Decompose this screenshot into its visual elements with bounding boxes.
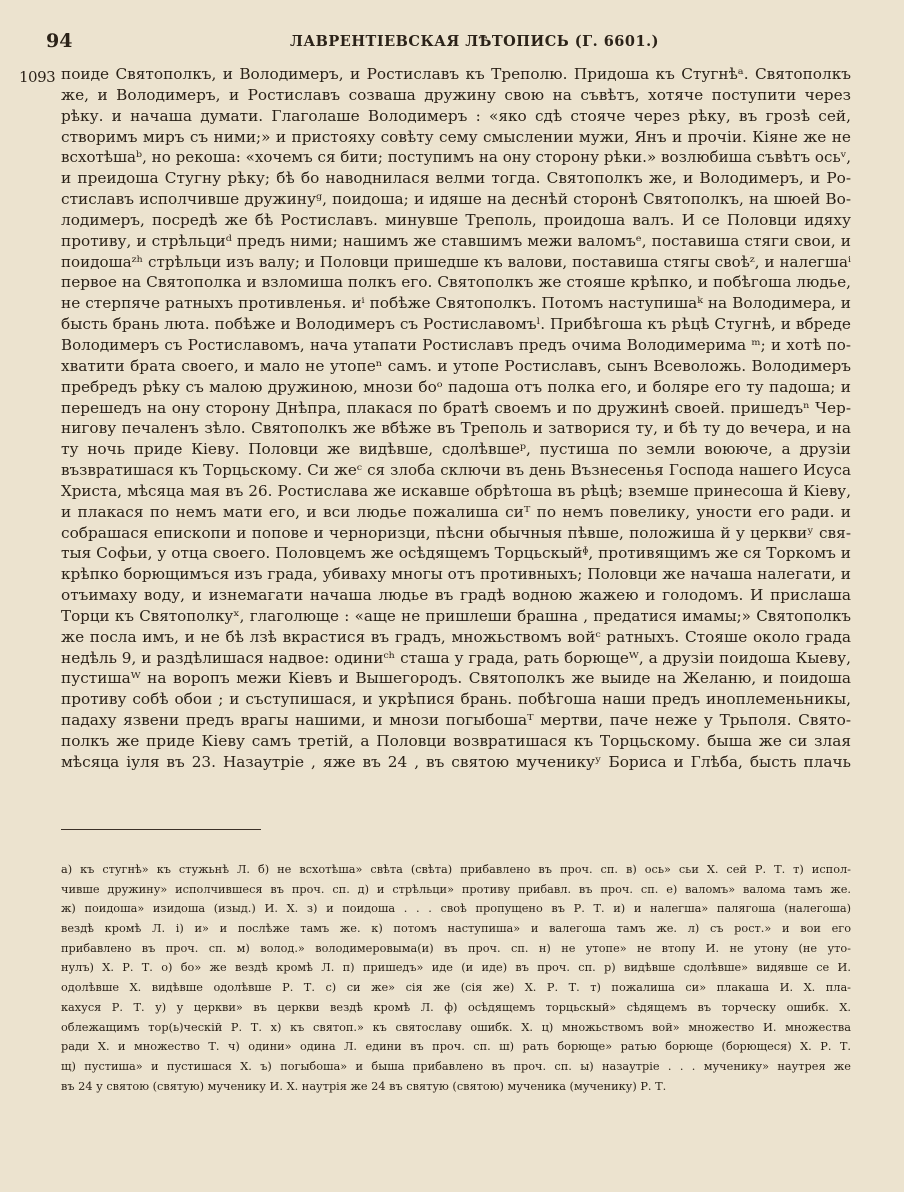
text-line: поидошаᶻʰ стрѣльци изъ валу; и Половци пришедше къ валови, поставиша стягы своѣᶻ, и налегшаⁱ bbox=[61, 252, 851, 271]
page-number: 94 bbox=[46, 30, 73, 52]
text-line: нигову печаленъ зѣло. Святополкъ же вбѣже въ Треполь и затворися ту, и бѣ ту до вечера, и на bbox=[61, 419, 851, 438]
text-line: пустишаᵂ на воропъ межи Кіевъ и Вышегородъ. Святополкъ же выиде на Желаню, и поидоша bbox=[61, 669, 851, 688]
footnote-line: прибавлено въ проч. сп. м) волод.» володимеровыма(и) въ проч. сп. н) не утопе» не втопу И. не утону (не уто- bbox=[61, 941, 851, 955]
text-line: же посла имъ, и не бѣ лзѣ вкрастися въ градъ, множьствомъ войᶜ ратныхъ. Стояше около града bbox=[61, 627, 851, 646]
text-line: и плакася по немъ мати его, и вси людье пожалиша сиᵀ по немъ повелику, уности его ради. и bbox=[61, 502, 851, 521]
text-line: пребредъ рѣку съ малою дружиною, мнози боᵒ падоша отъ полка его, и боляре его ту падоша; и bbox=[61, 377, 851, 396]
footnote-line: въ 24 у святою (святую) мученику И. Х. наутрія же 24 въ святую (святою) мученика (мученику) Р. Т. bbox=[61, 1079, 667, 1093]
text-line: полкъ же приде Кіеву самъ третій, а Половци возвратишася къ Торцьскому. быша же си злая bbox=[61, 732, 851, 750]
text-line: первое на Святополка и взломиша полкъ его. Святополкъ же стояше крѣпко, и побѣгоша людье, bbox=[61, 273, 851, 292]
text-line: Володимеръ съ Ростиславомъ, нача утапати Ростиславъ предъ очима Володимерима ᵐ; и хотѣ по- bbox=[61, 335, 851, 354]
text-line: лодимеръ, посредѣ же бѣ Ростиславъ. минувше Треполь, проидоша валъ. И се Половци идяху bbox=[61, 210, 851, 229]
text-line: рѣку. и начаша думати. Глаголаше Володимеръ : «яко сдѣ стояче через рѣку, въ грозѣ сей, bbox=[61, 106, 851, 125]
text-line: же, и Володимеръ, и Ростиславъ созваша дружину свою на съвѣтъ, хотяче поступити через bbox=[61, 85, 851, 104]
footnote-line: чивше дружину» исполчившеся въ проч. сп. д) и стрѣльци» противу прибавл. въ проч. сп. е) валомъ» валома тамъ же. bbox=[61, 882, 851, 896]
footnote-line: ради Х. и множество Т. ч) одини» одина Л. едини въ проч. сп. ш) рать борюще» ратью борюще (борющеся) Х. Р. Т. bbox=[61, 1040, 851, 1054]
text-line: отъимаху воду, и изнемагати начаша людье въ градѣ водною жажею и голодомъ. И прислаша bbox=[61, 586, 851, 605]
footnote-line: кахуся Р. Т. у) у церкви» въ церкви вездѣ кромѣ Л. ф) осѣдящемъ торцьскый» сѣдящемъ въ торческу ошибк. Х. bbox=[61, 1000, 851, 1014]
footnote-line: облежащимъ тор(ь)ческій Р. Т. х) къ святоп.» къ святославу ошибк. Х. ц) множьствомъ вой» множество И. множества bbox=[61, 1020, 851, 1034]
text-line: бысть брань люта. побѣже и Володимеръ съ Ростиславомъˡ. Прибѣгоша къ рѣцѣ Стугнѣ, и вбреде bbox=[61, 315, 851, 334]
text-line: поиде Святополкъ, и Володимеръ, и Ростиславъ къ Треполю. Придоша къ Стугнѣᵃ. Святополкъ bbox=[61, 65, 851, 83]
footnote-divider bbox=[61, 829, 261, 830]
footnotes bbox=[61, 860, 851, 1096]
footnote-line: вездѣ кромѣ Л. і) и» и послѣже тамъ же. к) потомъ наступиша» и валегоша тамъ же. л) съ рост.» и вои его bbox=[61, 922, 851, 936]
footnote-line: нулъ) Х. Р. Т. о) бо» же вездѣ кромѣ Л. п) пришедъ» иде (и иде) въ проч. сп. р) видѣвше сдолѣвше» видявше се И. bbox=[61, 961, 851, 975]
running-header: ЛАВРЕНТІЕВСКАЯ ЛѢТОПИСЬ (Г. 6601.) bbox=[290, 33, 659, 50]
text-line: створимъ миръ съ ними;» и пристояху совѣту сему смыслении мужи, Янъ и прочіи. Кіяне же не bbox=[61, 127, 851, 146]
text-line: крѣпко борющимъся изъ града, убиваху многы отъ противныхъ; Половци же начаша налегати, и bbox=[61, 565, 851, 584]
footnote-line: щ) пустиша» и пустишася Х. ъ) погыбоша» и быша прибавлено въ проч. сп. ы) назаутріе . . . мученику» наутрея же bbox=[61, 1059, 851, 1073]
text-line: всхотѣшаᵇ, но рекоша: «хочемъ ся бити; поступимъ на ону сторону рѣки.» возлюбиша съвѣтъ осьᵛ, bbox=[61, 148, 851, 167]
text-line: собрашася епископи и попове и черноризци, пѣсни обычныя пѣвше, положиша й у церквиʸ свя- bbox=[61, 523, 851, 542]
text-line: възвратишася къ Торцьскому. Си жеᶜ ся злоба сключи въ день Възнесенья Господа нашего Исуса bbox=[61, 461, 851, 480]
text-line: и преидоша Стугну рѣку; бѣ бо наводнилася велми тогда. Святополкъ же, и Володимеръ, и Ро- bbox=[61, 169, 851, 188]
text-line: хватити брата своего, и мало не утопеⁿ самъ. и утопе Ростиславъ, сынъ Всеволожь. Володимеръ bbox=[61, 356, 851, 375]
chronicle-text bbox=[61, 64, 851, 773]
text-line: стиславъ исполчивше дружинуᵍ, поидоша; и идяше на деснѣй сторонѣ Святополкъ, на шюей Во- bbox=[61, 190, 851, 209]
text-line: Христа, мѣсяца мая въ 26. Ростислава же искавше обрѣтоша въ рѣцѣ; вземше принесоша й Кіеву, bbox=[61, 481, 851, 500]
text-line: мѣсяца іуля въ 23. Назаутріе , яже въ 24 , въ святою мученикуʸ Бориса и Глѣба, бысть плачь bbox=[61, 752, 851, 771]
text-line: ту ночь приде Кіеву. Половци же видѣвше, сдолѣвшеᵖ, пустиша по земли воююче, а друзіи bbox=[61, 440, 851, 459]
footnote-line: а) къ стугнѣ» къ стужьнѣ Л. б) не всхотѣша» свѣта (свѣта) прибавлено въ проч. сп. в) ось» сьи Х. сей Р. Т. т) испол- bbox=[61, 863, 851, 876]
text-line: падаху язвени предъ врагы нашими, и мнози погыбошаᵀ мертви, паче неже у Трьполя. Свято- bbox=[61, 711, 851, 730]
text-line: не стерпяче ратныхъ противленья. иⁱ побѣже Святополкъ. Потомъ наступишаᵏ на Володимера, и bbox=[61, 294, 851, 313]
text-line: перешедъ на ону сторону Днѣпра, плакася по братѣ своемъ и по дружинѣ своей. пришедъⁿ Чер- bbox=[61, 398, 851, 417]
text-line: недѣль 9, и раздѣлишася надвое: одиниᶜʰ сташа у града, рать борющеᵂ, а друзіи поидоша Кыеву, bbox=[61, 648, 851, 667]
footnote-line: ж) поидоша» изидоша (изыд.) И. Х. з) и поидоша . . . своѣ пропущено въ Р. Т. и) и налегша» палягоша (налегоша) bbox=[61, 902, 851, 916]
footnote-line: одолѣвше Х. видѣвше одолѣвше Р. Т. с) си же» сія же (сія же) Х. Р. Т. т) пожалиша си» плакаша И. Х. пла- bbox=[61, 981, 851, 995]
text-line: противу собѣ обои ; и съступишася, и укрѣпися брань. побѣгоша наши предъ иноплеменьникы, bbox=[61, 690, 851, 709]
text-line: противу, и стрѣльциᵈ предъ ними; нашимъ же ставшимъ межи валомъᵉ, поставиша стяги свои, и bbox=[61, 231, 851, 250]
text-line: Торци къ Святополкуˣ, глаголюще : «аще не пришлеши брашна , предатися имамы;» Святополкъ bbox=[61, 606, 851, 625]
year-marker: 1093 bbox=[19, 68, 56, 86]
text-line: тыя Софьи, у отца своего. Половцемъ же осѣдящемъ Торцьскыйᶲ, противящимъ же ся Торкомъ и bbox=[61, 544, 851, 563]
